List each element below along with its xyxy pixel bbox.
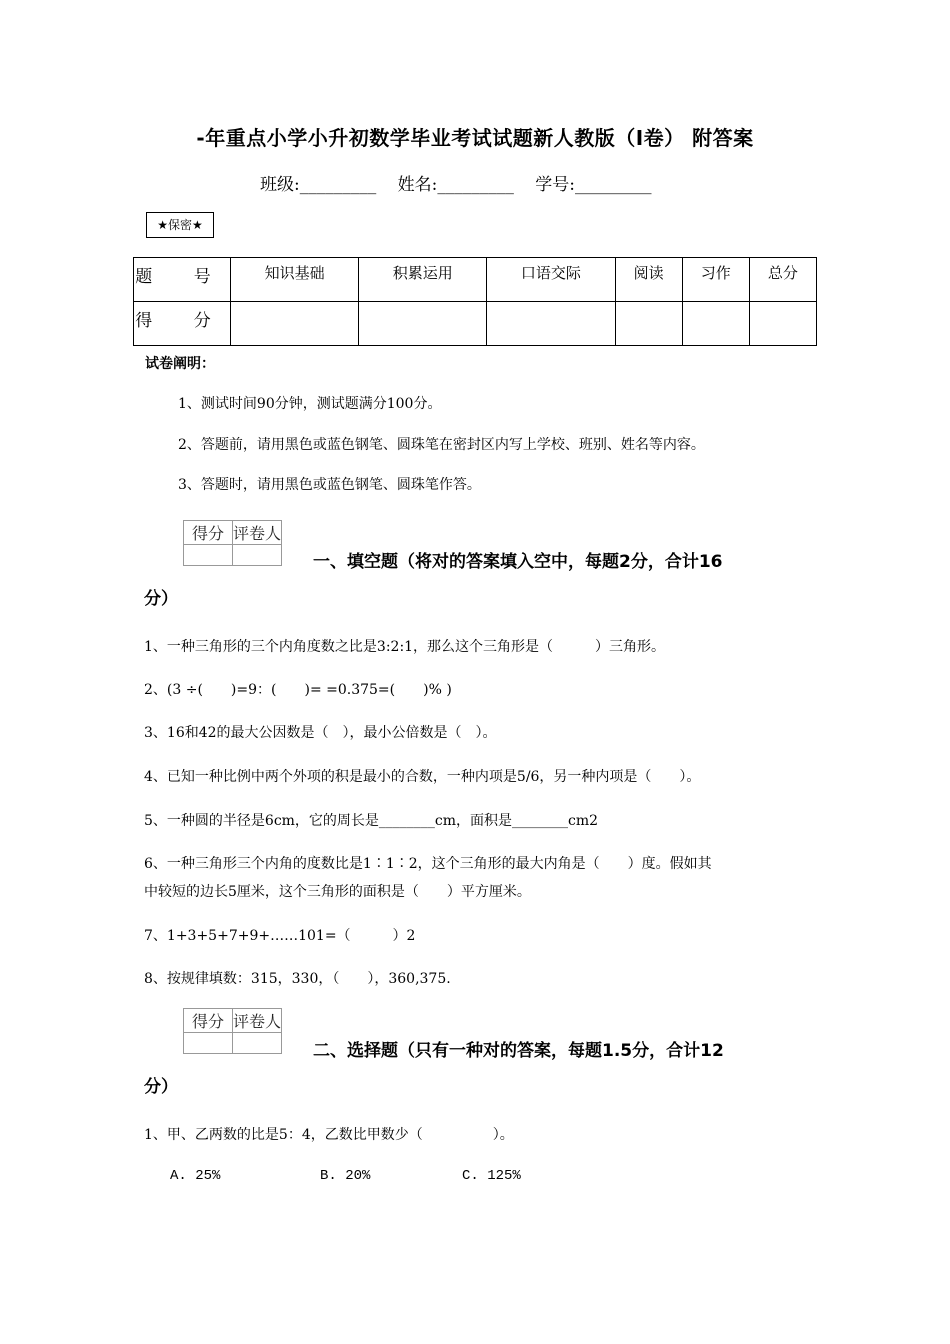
name-field[interactable]: 姓名:_________ <box>397 175 514 195</box>
score-cell[interactable] <box>487 302 615 346</box>
class-field[interactable]: 班级:_________ <box>260 175 377 195</box>
page-title: -年重点小学小升初数学毕业考试试题新人教版（I卷） 附答案 <box>196 126 754 150</box>
section-2-title-cont: 分） <box>144 1077 178 1097</box>
option-a[interactable]: A. 25% <box>170 1168 221 1184</box>
section-2-title: 二、选择题（只有一种对的答案，每题1.5分，合计12 <box>313 1041 724 1061</box>
grader-name-cell[interactable] <box>233 545 282 566</box>
score-cell[interactable] <box>231 302 359 346</box>
column-header: 口语交际 <box>487 258 615 302</box>
grader-name-label: 评卷人 <box>233 521 282 545</box>
column-header: 积累运用 <box>359 258 487 302</box>
score-table <box>133 257 817 346</box>
question-item: 8、按规律填数：315，330，（ ），360,375. <box>144 971 451 987</box>
grader-name-label: 评卷人 <box>233 1009 282 1033</box>
question-item: 7、1+3+5+7+9+……101=（ ）2 <box>144 928 416 944</box>
grader-box <box>183 520 282 566</box>
grader-box <box>183 1008 282 1054</box>
option-b[interactable]: B. 20% <box>320 1168 371 1184</box>
instructions-title: 试卷阐明： <box>145 356 215 372</box>
question-item-cont: 中较短的边长5厘米，这个三角形的面积是（ ）平方厘米。 <box>144 884 531 900</box>
grader-score-cell[interactable] <box>184 545 233 566</box>
instruction-item: 3、答题时，请用黑色或蓝色钢笔、圆珠笔作答。 <box>178 477 481 493</box>
column-header: 知识基础 <box>231 258 359 302</box>
question-item: 2、(3 ÷( )=9：( )= =0.375=( )% ) <box>144 682 452 698</box>
grader-score-label: 得分 <box>184 521 233 545</box>
question-item: 5、一种圆的半径是6cm，它的周长是________cm，面积是________cm2 <box>144 813 599 829</box>
column-header: 总分 <box>749 258 816 302</box>
student-info-line <box>260 170 668 195</box>
instruction-item: 2、答题前，请用黑色或蓝色钢笔、圆珠笔在密封区内写上学校、班别、姓名等内容。 <box>178 437 705 453</box>
column-header: 阅读 <box>615 258 682 302</box>
question-item: 4、已知一种比例中两个外项的积是最小的合数，一种内项是5/6，另一种内项是（ ）。 <box>144 769 701 785</box>
score-cell[interactable] <box>682 302 749 346</box>
score-table-header-row <box>134 258 817 302</box>
question-item: 1、甲、乙两数的比是5：4，乙数比甲数少（ ）。 <box>144 1127 514 1143</box>
student-id-field[interactable]: 学号:_________ <box>535 175 652 195</box>
score-cell[interactable] <box>615 302 682 346</box>
column-header: 习作 <box>682 258 749 302</box>
question-item: 6、一种三角形三个内角的度数比是1∶1∶2，这个三角形的最大内角是（ ）度。假如其 <box>144 856 712 872</box>
question-number-header: 题 号 <box>134 258 231 302</box>
score-row-header: 得 分 <box>134 302 231 346</box>
confidential-badge: ★保密★ <box>146 212 214 238</box>
question-item: 1、一种三角形的三个内角度数之比是3:2:1，那么这个三角形是（ ）三角形。 <box>144 639 666 655</box>
section-1-title: 一、填空题（将对的答案填入空中，每题2分，合计16 <box>313 552 723 572</box>
option-c[interactable]: C. 125% <box>462 1168 521 1184</box>
grader-score-cell[interactable] <box>184 1033 233 1054</box>
score-cell[interactable] <box>749 302 816 346</box>
instruction-item: 1、测试时间90分钟，测试题满分100分。 <box>178 396 442 412</box>
grader-score-label: 得分 <box>184 1009 233 1033</box>
score-cell[interactable] <box>359 302 487 346</box>
section-1-title-cont: 分） <box>144 589 178 609</box>
score-table-score-row <box>134 302 817 346</box>
grader-name-cell[interactable] <box>233 1033 282 1054</box>
question-item: 3、16和42的最大公因数是（ ），最小公倍数是（ ）。 <box>144 725 497 741</box>
